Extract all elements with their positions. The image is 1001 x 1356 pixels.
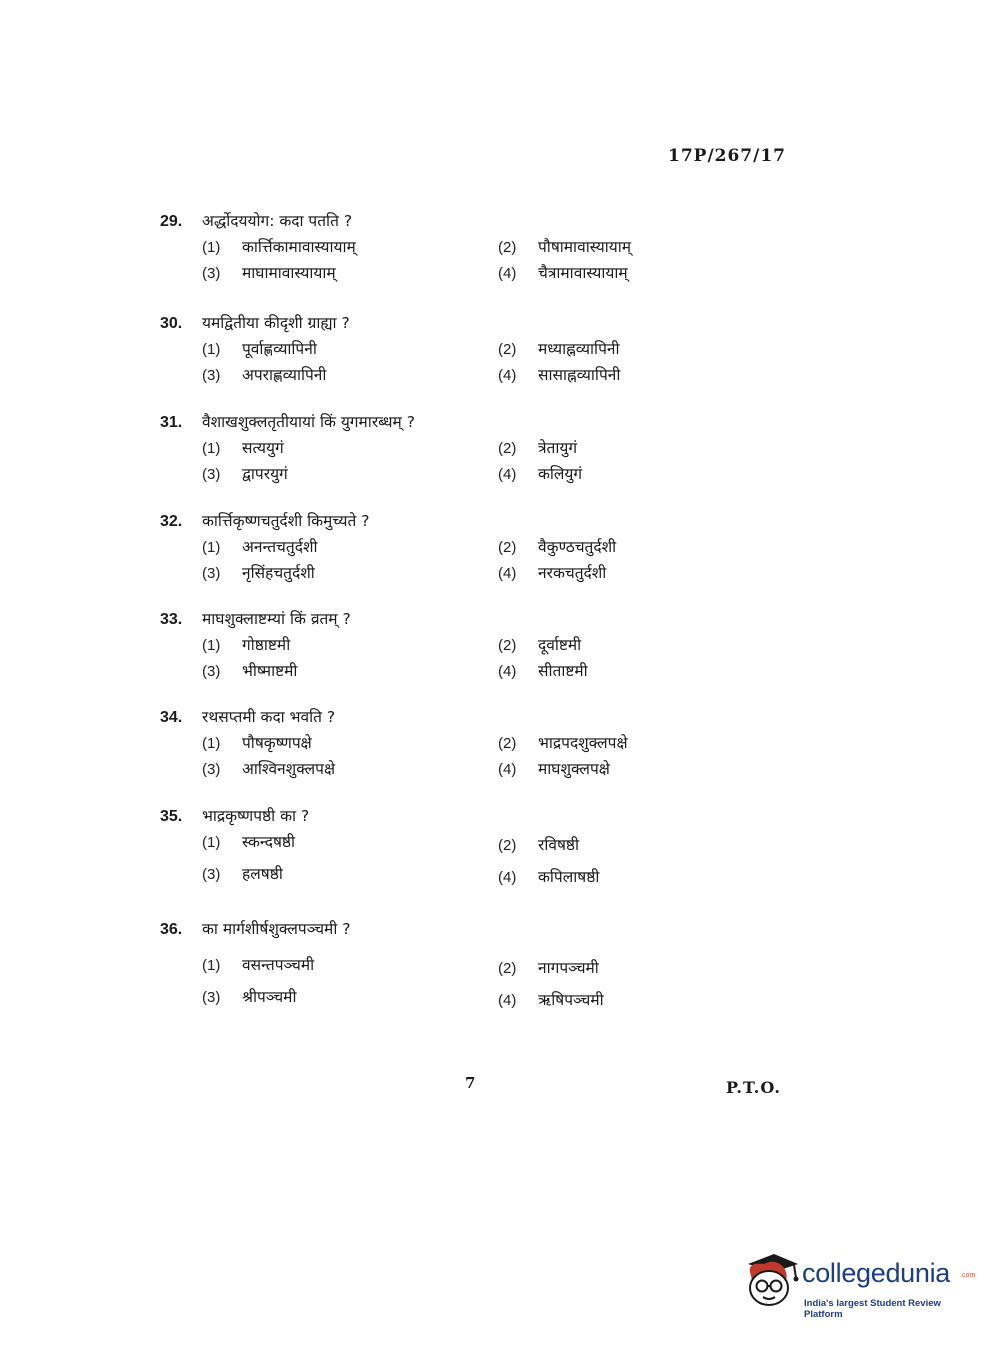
option-2: (2) नागपञ्चमी	[498, 959, 599, 977]
question-text: भाद्रकृष्णपष्ठी का ?	[202, 807, 310, 825]
question-text: माघशुक्लाष्टम्यां किं व्रतम् ?	[202, 610, 351, 628]
pto-label: P.T.O.	[726, 1078, 781, 1097]
option-4: (4) चैत्रामावास्यायाम्	[498, 264, 628, 282]
option-1: (1) पूर्वाह्णव्यापिनी	[202, 340, 317, 358]
option-4: (4) नरकचतुर्दशी	[498, 564, 607, 582]
question-text: यमद्वितीया कीदृशी ग्राह्या ?	[202, 314, 350, 332]
question-35	[160, 803, 720, 887]
option-1: (1) स्कन्दषष्ठी	[202, 833, 296, 851]
question-number: 31.	[160, 414, 183, 431]
question-number: 34.	[160, 709, 183, 726]
option-3: (3) आश्विनशुक्लपक्षे	[202, 760, 336, 778]
brand-name: collegedunia	[802, 1258, 951, 1288]
question-text: रथसप्तमी कदा भवति ?	[202, 708, 336, 726]
option-3: (3) नृसिंहचतुर्दशी	[202, 564, 315, 582]
option-3: (3) द्वापरयुगं	[202, 465, 288, 483]
option-1: (1) गोष्ठाष्टमी	[202, 636, 291, 654]
option-2: (2) मध्याह्नव्यापिनी	[498, 340, 620, 358]
option-2: (2) वैकुण्ठचतुर्दशी	[498, 538, 617, 556]
question-text: कार्त्तिकृष्णचतुर्दशी किमुच्यते ?	[202, 512, 370, 530]
question-30	[160, 310, 720, 388]
paper-code: 17P/267/17	[668, 146, 787, 166]
question-text: का मार्गशीर्षशुक्लपञ्चमी ?	[202, 920, 351, 938]
collegedunia-watermark	[742, 1250, 976, 1320]
question-text: वैशाखशुक्लतृतीयायां किं युगमारब्धम् ?	[202, 413, 415, 431]
option-2: (2) रविषष्ठी	[498, 836, 580, 854]
question-32	[160, 508, 720, 586]
option-4: (4) कलियुगं	[498, 465, 583, 483]
option-4: (4) ऋषिपञ्चमी	[498, 991, 604, 1009]
option-3: (3) हलषष्ठी	[202, 865, 283, 883]
question-number: 36.	[160, 921, 183, 938]
option-1: (1) अनन्तचतुर्दशी	[202, 538, 318, 556]
question-number: 32.	[160, 513, 183, 530]
option-4: (4) सासाह्नव्यापिनी	[498, 366, 621, 384]
question-31	[160, 409, 720, 487]
option-2: (2) दूर्वाष्टमी	[498, 636, 582, 654]
option-3: (3) माघामावास्यायाम्	[202, 264, 336, 282]
option-3: (3) अपराह्णव्यापिनी	[202, 366, 327, 384]
option-4: (4) माघशुक्लपक्षे	[498, 760, 610, 778]
option-4: (4) सीताष्टमी	[498, 662, 588, 680]
question-number: 33.	[160, 611, 183, 628]
option-1: (1) कार्त्तिकामावास्यायाम्	[202, 238, 356, 256]
question-text: अर्द्धोदययोग: कदा पतति ?	[202, 212, 353, 230]
question-34	[160, 704, 720, 782]
question-36	[160, 916, 720, 1010]
question-33	[160, 606, 720, 684]
brand-domain: .com	[960, 1272, 976, 1279]
option-4: (4) कपिलाषष्ठी	[498, 868, 600, 886]
brand-tagline: India's largest Student Review Platform	[804, 1298, 941, 1320]
option-3: (3) श्रीपञ्चमी	[202, 988, 297, 1006]
question-number: 35.	[160, 808, 183, 825]
question-number: 29.	[160, 213, 183, 230]
option-2: (2) पौषामावास्यायाम्	[498, 238, 632, 256]
option-2: (2) त्रेतायुगं	[498, 439, 578, 457]
mascot-logo-icon	[742, 1250, 800, 1312]
question-number: 30.	[160, 315, 183, 332]
option-1: (1) पौषकृष्णपक्षे	[202, 734, 312, 752]
option-2: (2) भाद्रपदशुक्लपक्षे	[498, 734, 628, 752]
page-number: 7	[465, 1074, 476, 1092]
option-1: (1) वसन्तपञ्चमी	[202, 956, 315, 974]
option-1: (1) सत्ययुगं	[202, 439, 284, 457]
option-3: (3) भीष्माष्टमी	[202, 662, 298, 680]
question-29	[160, 208, 720, 286]
